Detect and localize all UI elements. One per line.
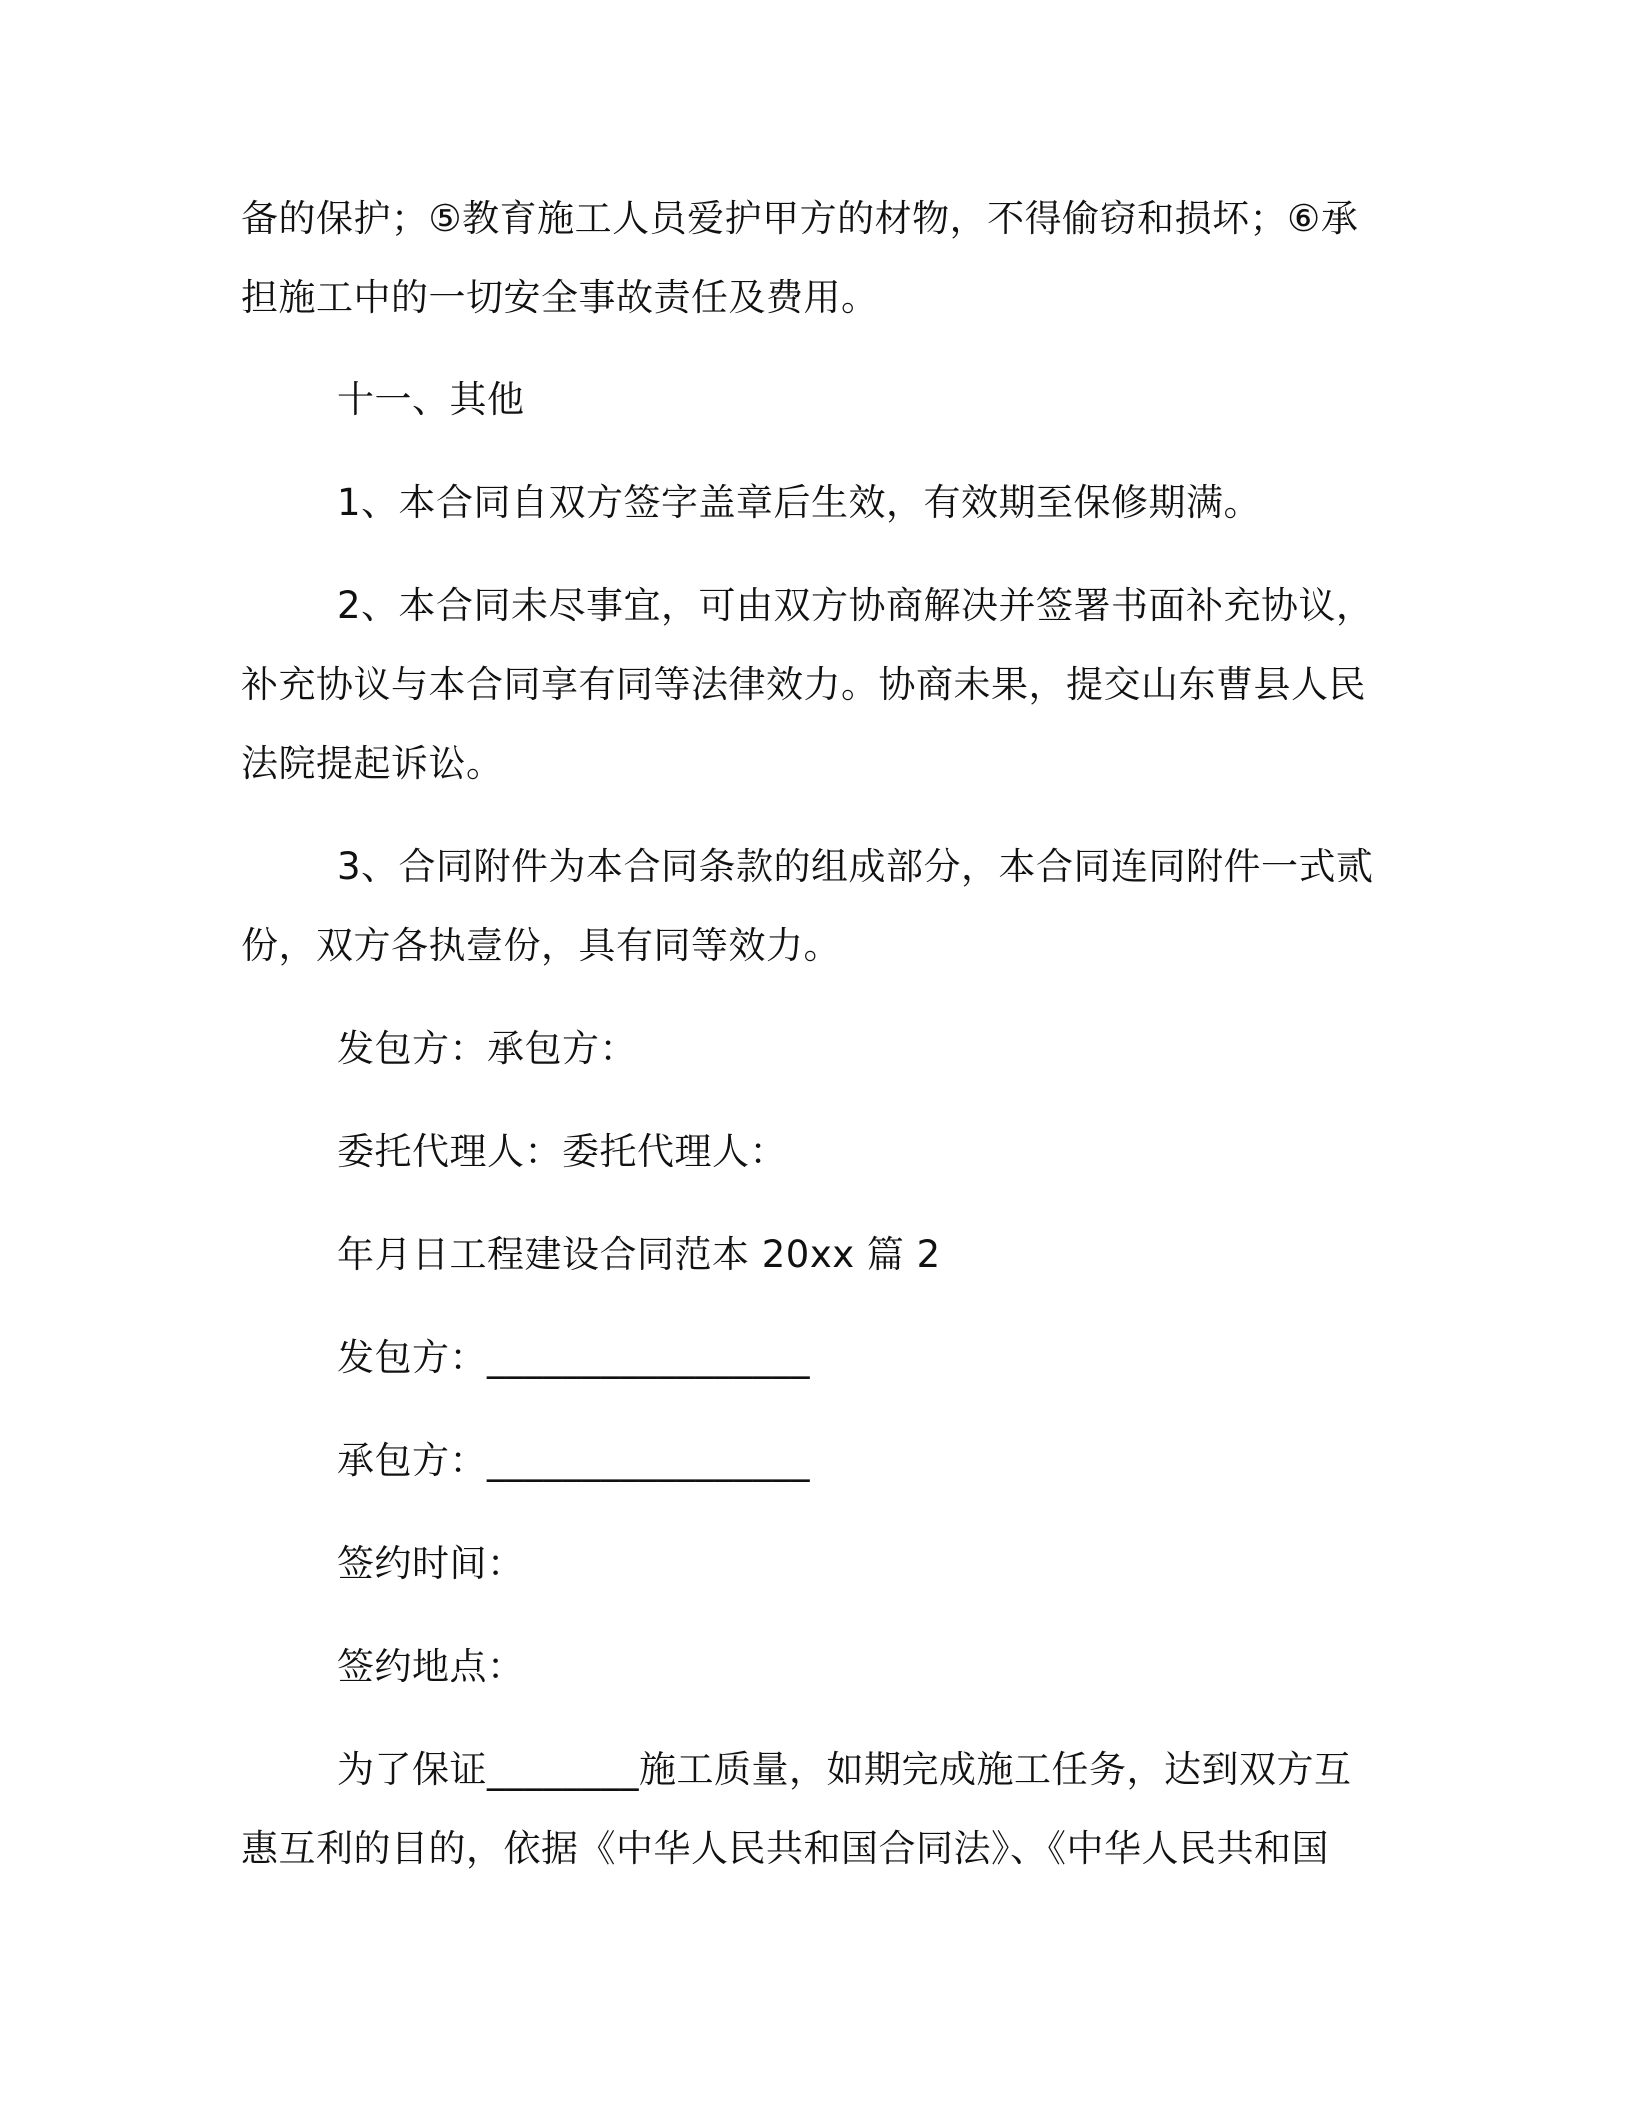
text-line: 承包方：_________________ (337, 1439, 810, 1482)
text-line: 担施工中的一切安全事故责任及费用。 (241, 276, 879, 319)
text-line: 备的保护；⑤教育施工人员爱护甲方的材物，不得偷窃和损坏；⑥承 (241, 197, 1359, 240)
text-line: 1、本合同自双方签字盖章后生效，有效期至保修期满。 (337, 481, 1262, 524)
text-line: 份，双方各执壹份，具有同等效力。 (241, 924, 841, 967)
text-line: 2、本合同未尽事宜，可由双方协商解决并签署书面补充协议， (337, 584, 1374, 627)
text-line: 惠互利的目的，依据《中华人民共和国合同法》、《中华人民共和国 (241, 1827, 1329, 1870)
text-line: 委托代理人：委托代理人： (337, 1130, 787, 1173)
text-line: 发包方：_________________ (337, 1336, 810, 1379)
section-heading: 十一、其他 (337, 378, 525, 421)
text-line: 为了保证________施工质量，如期完成施工任务，达到双方互 (337, 1748, 1352, 1791)
text-line: 补充协议与本合同享有同等法律效力。协商未果，提交山东曹县人民 (241, 663, 1366, 706)
text-line: 签约地点： (337, 1645, 525, 1688)
text-line: 发包方：承包方： (337, 1027, 637, 1070)
text-line: 3、合同附件为本合同条款的组成部分，本合同连同附件一式贰 (337, 845, 1374, 888)
text-line: 签约时间： (337, 1542, 525, 1585)
text-line: 法院提起诉讼。 (241, 742, 504, 785)
section-heading: 年月日工程建设合同范本 20xx 篇 2 (337, 1233, 941, 1276)
